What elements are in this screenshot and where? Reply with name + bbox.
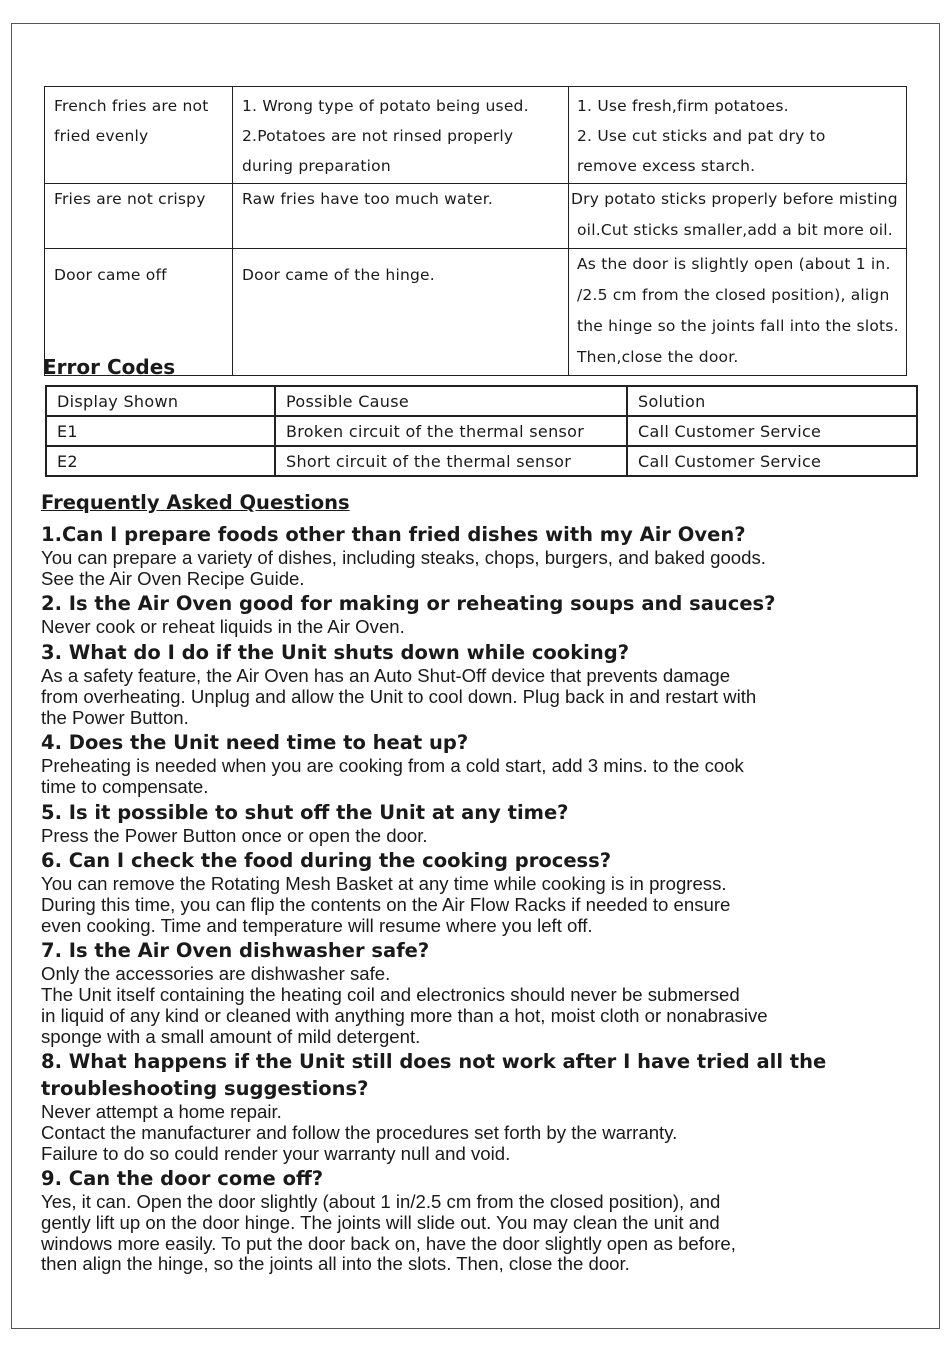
- faq-answer: [41, 964, 921, 1047]
- faq-question: 2. Is the Air Oven good for making or reheating soups and sauces?: [41, 592, 776, 616]
- faq-item: [41, 937, 921, 1047]
- solution-cell: Call Customer Service: [627, 446, 917, 476]
- answer-line: Preheating is needed when you are cooking from a cold start, add 3 mins. to the cook: [41, 755, 744, 777]
- answer-line: Never attempt a home repair.: [41, 1101, 282, 1123]
- cause-cell: Short circuit of the thermal sensor: [275, 446, 627, 476]
- problem-text: Door came off: [54, 266, 167, 284]
- table-row: [46, 446, 917, 476]
- answer-line: time to compensate.: [41, 775, 209, 797]
- problem-text: Fries are not crispy: [54, 190, 206, 208]
- answer-line: Yes, it can. Open the door slightly (about 1 in/2.5 cm from the closed position), and: [41, 1191, 721, 1213]
- table-row: [45, 87, 907, 184]
- faq-question: 4. Does the Unit need time to heat up?: [41, 731, 469, 755]
- error-codes-heading: Error Codes: [43, 355, 176, 379]
- answer-line: in liquid of any kind or cleaned with anything more than a hot, moist cloth or nonabrasive: [41, 1004, 768, 1026]
- faq-answer: [41, 756, 921, 797]
- faq-answer: [41, 617, 921, 638]
- solution-text: /2.5 cm from the closed position), align: [577, 286, 890, 304]
- error-codes-table: [45, 385, 918, 477]
- solution-text: 2. Use cut sticks and pat dry to: [577, 127, 826, 145]
- error-code-cell: E2: [46, 446, 275, 476]
- solution-cell: [569, 87, 907, 184]
- solution-text: 1. Use fresh,firm potatoes.: [577, 97, 789, 115]
- faq-section: [41, 490, 921, 1276]
- solution-cell: [569, 184, 907, 249]
- cause-cell: [233, 87, 569, 184]
- problem-text: fried evenly: [54, 127, 149, 145]
- faq-question: 7. Is the Air Oven dishwasher safe?: [41, 939, 430, 963]
- solution-text: Then,close the door.: [577, 348, 739, 366]
- faq-answer: [41, 874, 921, 936]
- problem-cell: [45, 184, 233, 249]
- answer-line: Never cook or reheat liquids in the Air Oven.: [41, 616, 405, 638]
- faq-item: [41, 847, 921, 936]
- faq-item: [41, 521, 921, 589]
- table-header-row: [46, 386, 917, 416]
- faq-question: 3. What do I do if the Unit shuts down while cooking?: [41, 641, 630, 665]
- cause-text: Raw fries have too much water.: [242, 190, 493, 208]
- answer-line: During this time, you can flip the contents on the Air Flow Racks if needed to ensure: [41, 894, 731, 916]
- cause-cell: [233, 249, 569, 376]
- column-header: Solution: [627, 386, 917, 416]
- table-row: [45, 184, 907, 249]
- answer-line: sponge with a small amount of mild detergent.: [41, 1025, 421, 1047]
- problem-cell: [45, 87, 233, 184]
- cause-text: 1. Wrong type of potato being used.: [242, 97, 529, 115]
- faq-title: Frequently Asked Questions: [41, 491, 350, 514]
- cause-text: Door came of the hinge.: [242, 266, 435, 284]
- cause-cell: Broken circuit of the thermal sensor: [275, 416, 627, 446]
- solution-cell: [569, 249, 907, 376]
- problem-text: French fries are not: [54, 97, 209, 115]
- faq-question: 6. Can I check the food during the cooking process?: [41, 849, 612, 873]
- faq-item: [41, 1048, 921, 1164]
- answer-line: As a safety feature, the Air Oven has an Auto Shut-Off device that prevents damage: [41, 665, 731, 687]
- faq-answer: [41, 666, 921, 728]
- faq-item: [41, 639, 921, 728]
- solution-cell: Call Customer Service: [627, 416, 917, 446]
- answer-line: even cooking. Time and temperature will resume where you left off.: [41, 914, 593, 936]
- answer-line: windows more easily. To put the door back on, have the door slightly open as before,: [41, 1232, 736, 1254]
- answer-line: You can remove the Rotating Mesh Basket at any time while cooking is in progress.: [41, 873, 727, 895]
- question-line: troubleshooting suggestions?: [41, 1077, 369, 1101]
- column-header: Possible Cause: [275, 386, 627, 416]
- column-header: Display Shown: [46, 386, 275, 416]
- answer-line: Failure to do so could render your warranty null and void.: [41, 1142, 511, 1164]
- faq-item: [41, 729, 921, 797]
- solution-text: the hinge so the joints fall into the slots.: [577, 317, 899, 335]
- faq-answer: [41, 1102, 921, 1164]
- solution-text: Dry potato sticks properly before misting: [571, 190, 898, 208]
- table-row: [46, 416, 917, 446]
- faq-item: [41, 1165, 921, 1275]
- faq-answer: [41, 826, 921, 847]
- cause-text: during preparation: [242, 157, 391, 175]
- solution-text: oil.Cut sticks smaller,add a bit more oil.: [577, 221, 893, 239]
- faq-question: 9. Can the door come off?: [41, 1167, 324, 1191]
- answer-line: the Power Button.: [41, 706, 189, 728]
- troubleshooting-table: [44, 86, 907, 376]
- faq-question: 1.Can I prepare foods other than fried dishes with my Air Oven?: [41, 523, 746, 546]
- cause-cell: [233, 184, 569, 249]
- answer-line: Press the Power Button once or open the door.: [41, 824, 428, 846]
- solution-text: As the door is slightly open (about 1 in.: [577, 255, 891, 273]
- answer-line: from overheating. Unplug and allow the Unit to cool down. Plug back in and restart with: [41, 685, 757, 707]
- answer-line: Only the accessories are dishwasher safe.: [41, 963, 391, 985]
- answer-line: gently lift up on the door hinge. The joints will slide out. You may clean the unit and: [41, 1212, 720, 1234]
- solution-text: remove excess starch.: [577, 157, 756, 175]
- answer-line: You can prepare a variety of dishes, including steaks, chops, burgers, and baked goods.: [41, 547, 766, 568]
- answer-line: The Unit itself containing the heating coil and electronics should never be submersed: [41, 984, 740, 1006]
- faq-item: [41, 590, 921, 638]
- error-code-cell: E1: [46, 416, 275, 446]
- faq-question: 5. Is it possible to shut off the Unit at any time?: [41, 800, 569, 824]
- question-line: 8. What happens if the Unit still does not work after I have tried all the: [41, 1050, 827, 1074]
- answer-line: See the Air Oven Recipe Guide.: [41, 567, 305, 589]
- faq-question: [41, 1048, 921, 1102]
- answer-line: Contact the manufacturer and follow the procedures set forth by the warranty.: [41, 1121, 678, 1143]
- cause-text: 2.Potatoes are not rinsed properly: [242, 127, 514, 145]
- faq-item: [41, 799, 921, 847]
- answer-line: then align the hinge, so the joints all into the slots. Then, close the door.: [41, 1253, 630, 1275]
- faq-answer: [41, 1192, 921, 1275]
- faq-answer: [41, 548, 921, 589]
